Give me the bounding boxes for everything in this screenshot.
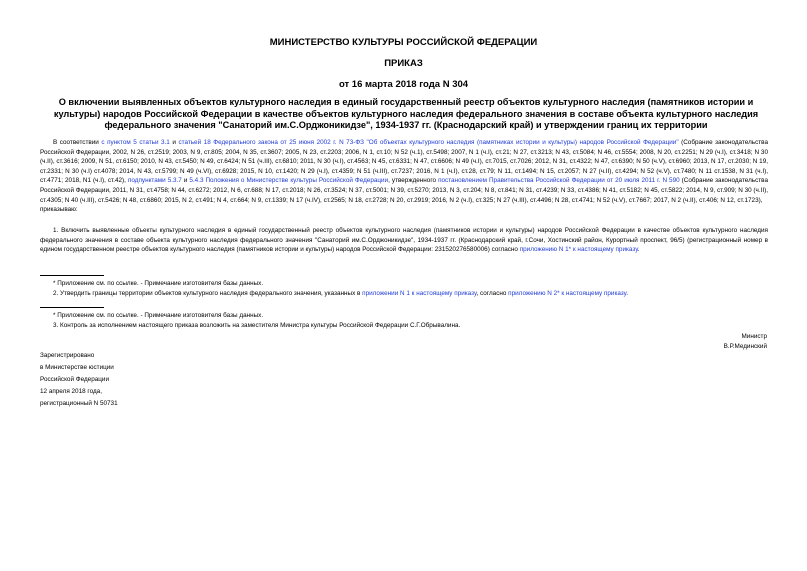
link-article-3-1[interactable]: с пунктом 5 статьи 3.1	[101, 139, 170, 146]
preamble-text-5: , утвержденного	[388, 177, 439, 185]
signature-name: В.Р.Мединский	[723, 343, 767, 350]
footnote-2: * Приложение см. по ссылке. - Примечание изготовителя базы данных.	[53, 312, 264, 319]
preamble-text-2: и	[169, 139, 179, 146]
footnote-1: * Приложение см. по ссылке. - Примечание изготовителя базы данных.	[53, 280, 264, 287]
link-appendix-1[interactable]: приложению N 1* к настоящему приказу	[519, 246, 638, 254]
footnote-divider-1	[40, 275, 104, 276]
registration-block	[40, 350, 118, 410]
doc-type-heading: ПРИКАЗ	[384, 58, 423, 69]
preamble-text-1: В соответствии	[53, 139, 102, 146]
signature-position: Министр	[741, 333, 767, 340]
registration-line-3: Российской Федерации	[40, 376, 109, 383]
link-appendix-2[interactable]: приложению N 2* к настоящему приказу	[508, 290, 627, 297]
registration-line-4: 12 апреля 2018 года,	[40, 388, 102, 395]
item-1-end: .	[637, 246, 640, 254]
preamble-order-word: приказываю:	[40, 206, 78, 214]
link-government-decree-590[interactable]: постановлением Правительства Российской Федерации от 20 июля 2011 г. N 590	[438, 177, 680, 185]
item-2-mid: , согласно	[476, 290, 509, 297]
preamble-paragraph	[40, 138, 768, 215]
link-subpoints-5-3-7[interactable]: подпунктами 5.3.7	[127, 177, 182, 185]
date-number-heading: от 16 марта 2018 года N 304	[338, 79, 469, 90]
preamble-text-4: и	[181, 177, 190, 185]
registration-line-2: в Министерстве юстиции	[40, 364, 114, 371]
item-1-text: 1. Включить выявленные объекты культурного наследия в единый государственный реестр объектов культурного наследия (памятников истории и культуры) народов Российской Федерации в качестве объектов культурного наследия федерального значения в составе объекта культурного наследия федерального значения "Санаторий им.С.Орджоникидзе", 1934-1937 гг. (Краснодарский край, г.Сочи, Хостинский район, Курортный проспект, 96/5) (регистрационный номер в едином государственном реестре объектов культурного наследия (памятников истории и культуры) народов Российской Федерации: 231520276580006) согласно	[40, 227, 768, 254]
item-2-end: .	[626, 290, 628, 297]
link-appendix-1-borders[interactable]: приложении N 1 к настоящему приказу	[362, 290, 477, 297]
item-2-text: 2. Утвердить границы территории объектов культурного наследия федерального значения, указанных в	[53, 290, 363, 297]
preamble-text-6: (Собрание законодательства Российской Федерации, 2011, N 31, ст.4758; N 44, ст.6272; 2012, N 6, ст.688; N 17, ст.2018; N 26, ст.3524; N 37, ст.5001; N 39, ст.5270; 2013, N 3, ст.204; N 8, ст.841; N 31, ст.4239; N 33, ст.4386; N 41, ст.5182; N 45, ст.5822; 2014, N 9, ст.909; N 30 (ч.II), ст.4305; N 40 (ч.III), ст.5426; N 48, ст.6860; 2015, N 2, ст.491; N 4, ст.664; N 9, ст.1339; N 17 (ч.IV), ст.2565; N 18, ст.2728; N 20, ст.2919; 2016, N 2 (ч.I), ст.325; N 27 (ч.III), ст.4496; N 28, ст.4741; N 52 (ч.V), ст.7667; 2017, N 2 (ч.II), ст.406; N 12, ст.1723),	[40, 177, 768, 204]
item-2-paragraph	[53, 289, 768, 299]
item-1-paragraph	[40, 226, 768, 255]
registration-line-5: регистрационный N 50731	[40, 400, 118, 407]
item-3-paragraph: 3. Контроль за исполнением настоящего приказа возложить на заместителя Министра культуры Российской Федерации С.Г.Обрывалина.	[53, 322, 461, 329]
footnote-divider-2	[40, 307, 104, 308]
preamble-text-3: (Собрание законодательства Российской Федерации, 2002, N 26, ст.2519; 2003, N 9, ст.805; 2004, N 35, ст.3607; 2005, N 23, ст.2203; 2006, N 1, ст.10; N 52 (ч.1), ст.5498; 2007, N 1 (ч.I), ст.21; N 27, ст.3213; N 43, ст.5084; N 46, ст.5554; 2008, N 20, ст.2251; N 29 (ч.I), ст.3418; N 30 (ч.II), ст.3616; 2009, N 51, ст.6150; 2010, N 43, ст.5450; N 49, ст.6424; N 51 (ч.III), ст.6810; 2011, N 30 (ч.I), ст.4563; N 45, ст.6331; N 47, ст.6606; N 49 (ч.I), ст.7015, ст.7026; 2012, N 31, ст.4322; N 47, ст.6390; N 50 (ч.V), ст.6960; 2013, N 17, ст.2030; N 19, ст.2331; N 30 (ч.I) ст.4078; 2014, N 43, ст.5799; N 49 (ч.VI), ст.6928; 2015, N 10, ст.1420; N 29 (ч.I), ст.4359; N 51 (ч.III), ст.7237; 2016, N 1 (ч.I), ст.28, ст.79; N 11, ст.1494; N 15, ст.2057; N 27 (ч.II), ст.4294; N 52 (ч.V), ст.7480; N 11 ст.1538, N 31 (ч.I), ст.4771; 2018, N1 (ч.I), ст.42),	[40, 139, 768, 185]
link-federal-law-73[interactable]: статьей 18 Федерального закона от 25 июня 2002 г. N 73-ФЗ "Об объектах культурного наследия (памятниках истории и культуры) народов Российской Федерации"	[178, 139, 679, 146]
registration-line-1: Зарегистрировано	[40, 352, 95, 359]
ministry-heading: МИНИСТЕРСТВО КУЛЬТУРЫ РОССИЙСКОЙ ФЕДЕРАЦИИ	[269, 37, 538, 48]
document-title: О включении выявленных объектов культурного наследия в единый государственный реестр объектов культурного наследия (памятников истории и культуры) народов Российской Федерации в качестве объектов культурного наследия федерального значения в составе объекта культурного наследия федерального значения "Санаторий им.С.Орджоникидзе", 1934-1937 гг. (Краснодарский край) и утверждении границ их территории	[53, 97, 759, 130]
link-regulation-ministry[interactable]: 5.4.3 Положения о Министерстве культуры Российской Федерации	[189, 177, 389, 185]
